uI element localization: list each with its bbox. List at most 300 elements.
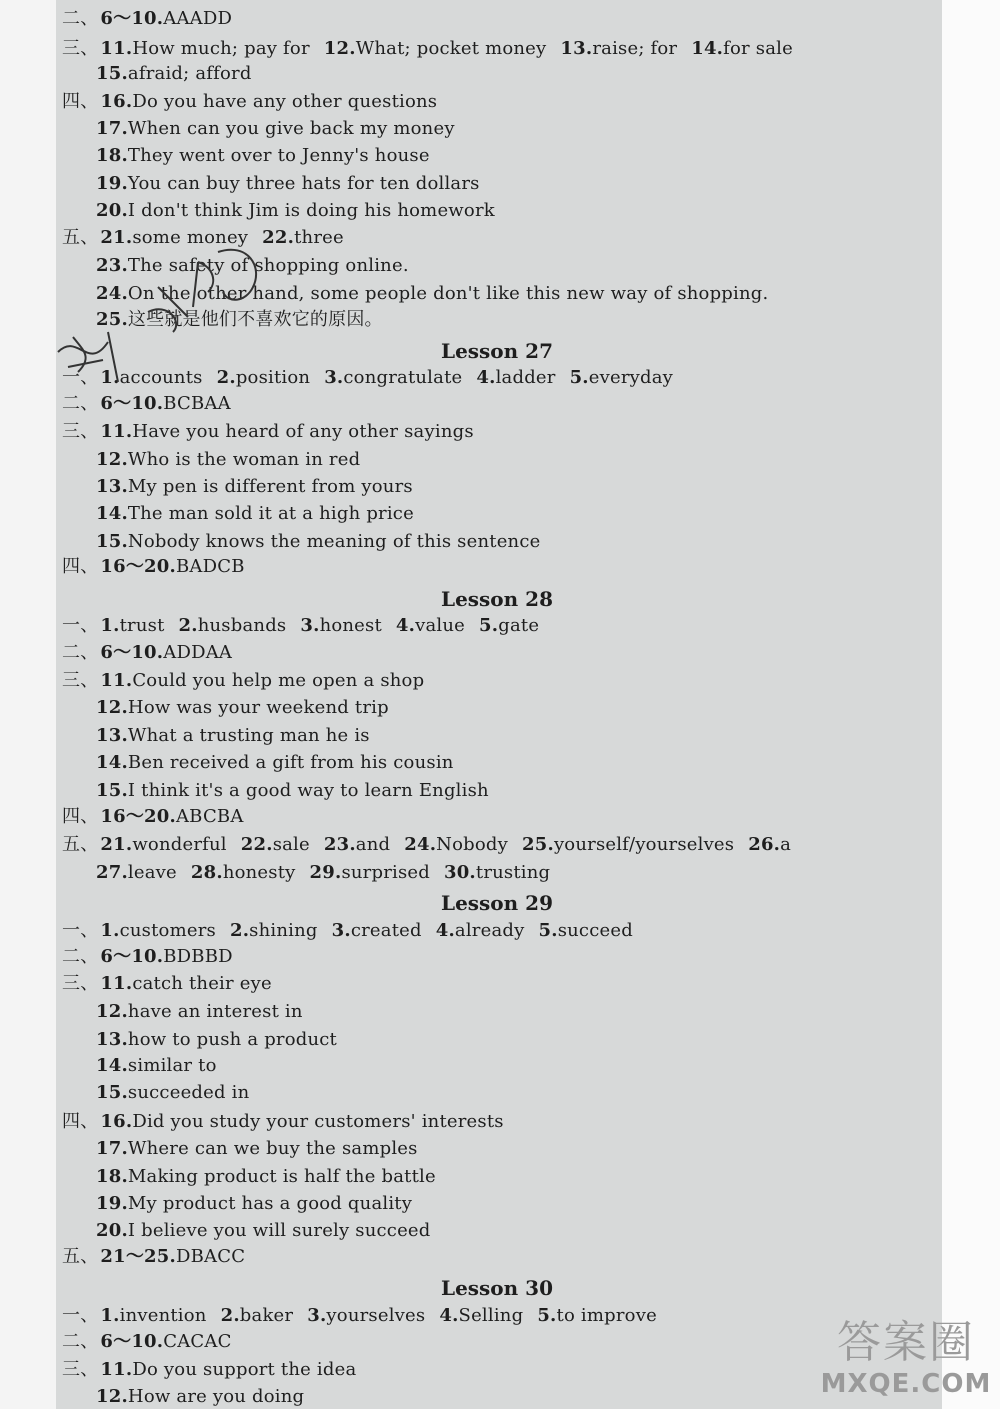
answer-item (100, 227, 248, 248)
answer-item (100, 1305, 206, 1326)
answer-text: Making product is half the battle (127, 1166, 436, 1187)
answer-item (100, 1359, 356, 1380)
answer-text: to improve (556, 1305, 657, 1326)
question-number: 21. (100, 227, 133, 248)
answer-text: catch their eye (132, 973, 272, 994)
question-number: 20. (96, 1220, 128, 1241)
question-number: 14. (96, 752, 128, 773)
watermark-glyphs: 答案圈 (837, 1317, 975, 1368)
question-number: 14. (691, 38, 724, 59)
answer-item (96, 1138, 418, 1159)
lesson-heading: Lesson 27 (441, 339, 553, 363)
question-number: 15. (96, 63, 128, 84)
answer-text: Where can we buy the samples (127, 1138, 418, 1159)
answer-line (96, 476, 427, 498)
answer-line (96, 1386, 318, 1408)
question-number: 6～10. (100, 8, 164, 29)
section-number: 三、 (62, 973, 99, 994)
question-number: 16～20. (100, 806, 176, 827)
answer-text: How much; pay for (132, 38, 310, 59)
answer-item (96, 1029, 337, 1050)
section-number: 二、 (62, 946, 99, 967)
answer-text: afraid; afford (127, 63, 252, 84)
answer-item (179, 615, 287, 636)
answer-text: BDBBD (163, 946, 233, 967)
question-number: 19. (96, 173, 128, 194)
question-number: 15. (96, 1082, 128, 1103)
question-number: 13. (96, 476, 128, 497)
answer-item (96, 283, 768, 304)
answer-item (522, 834, 734, 855)
answer-text: Could you help me open a shop (132, 670, 425, 691)
section-number: 一、 (62, 920, 99, 941)
answer-text: I believe you will surely succeed (127, 1220, 431, 1241)
answer-text: BCBAA (163, 393, 231, 414)
answer-item (96, 200, 495, 221)
section-number: 三、 (62, 421, 99, 442)
answer-item (96, 862, 177, 883)
answer-item (100, 8, 232, 29)
answer-text: similar to (127, 1055, 217, 1076)
answer-line (62, 1246, 259, 1268)
answer-line (96, 697, 403, 719)
answer-line (96, 63, 266, 85)
question-number: 6～10. (100, 1331, 164, 1352)
section-number: 五、 (62, 1246, 99, 1267)
answer-item (100, 920, 216, 941)
answer-line (62, 1111, 518, 1133)
answer-item (96, 173, 480, 194)
question-number: 21. (100, 834, 133, 855)
section-number: 一、 (62, 1305, 99, 1326)
answer-text: for sale (723, 38, 793, 59)
question-number: 23. (323, 834, 356, 855)
answer-item (396, 615, 465, 636)
answer-line (96, 118, 469, 140)
answer-text: baker (239, 1305, 294, 1326)
answer-text: ladder (495, 367, 556, 388)
answer-line (62, 642, 246, 664)
section-number: 二、 (62, 8, 99, 29)
answer-item (241, 834, 310, 855)
answer-item (100, 1111, 503, 1132)
section-number: 四、 (62, 556, 99, 577)
answer-line (96, 309, 397, 331)
answer-text: accounts (119, 367, 203, 388)
question-number: 15. (96, 531, 128, 552)
answer-text: DBACC (175, 1246, 246, 1267)
answer-item (100, 367, 202, 388)
question-number: 6～10. (100, 946, 164, 967)
answer-text: yourselves (326, 1305, 426, 1326)
answer-item (537, 1305, 657, 1326)
answer-item (404, 834, 508, 855)
answer-text: Nobody knows the meaning of this sentence (127, 531, 541, 552)
answer-item (300, 615, 382, 636)
answer-item (96, 309, 383, 330)
answer-item (96, 449, 360, 470)
answer-text: They went over to Jenny's house (127, 145, 430, 166)
answer-line (62, 91, 451, 113)
question-number: 23. (96, 255, 128, 276)
page-margin-right (942, 0, 1000, 1409)
answer-text: Have you heard of any other sayings (132, 421, 474, 442)
answer-text: invention (119, 1305, 207, 1326)
question-number: 21～25. (100, 1246, 176, 1267)
answer-line (96, 503, 428, 525)
answer-text: succeeded in (127, 1082, 250, 1103)
answer-text: value (415, 615, 466, 636)
answer-text: leave (127, 862, 177, 883)
answer-item (100, 834, 226, 855)
answer-line (96, 200, 509, 222)
question-number: 28. (190, 862, 223, 883)
answer-line (96, 1193, 426, 1215)
answer-line (62, 38, 807, 60)
question-number: 30. (443, 862, 476, 883)
answer-item (96, 1193, 412, 1214)
answer-text: I think it's a good way to learn English (127, 780, 489, 801)
question-number: 5. (569, 367, 589, 388)
answer-line (62, 421, 488, 443)
answer-item (479, 615, 539, 636)
answer-text: congratulate (343, 367, 463, 388)
answer-text: What a trusting man he is (127, 725, 370, 746)
answer-item (324, 834, 390, 855)
answer-item (96, 118, 455, 139)
answer-item (100, 615, 164, 636)
answer-item (96, 145, 430, 166)
answer-line (62, 227, 358, 249)
question-number: 11. (100, 38, 133, 59)
answer-line (96, 449, 374, 471)
answer-line (62, 615, 553, 637)
answer-line (96, 1001, 317, 1023)
answer-line (96, 780, 503, 802)
answer-item (100, 670, 424, 691)
question-number: 22. (262, 227, 295, 248)
question-number: 12. (96, 449, 128, 470)
answer-line (96, 1082, 263, 1104)
question-number: 11. (100, 421, 133, 442)
answer-item (96, 255, 409, 276)
question-number: 3. (324, 367, 344, 388)
answer-item (96, 1386, 304, 1407)
answer-text: ADDAA (163, 642, 233, 663)
answer-text: honest (319, 615, 382, 636)
answer-line (62, 393, 245, 415)
question-number: 5. (479, 615, 499, 636)
question-number: 12. (323, 38, 356, 59)
answer-item (96, 63, 252, 84)
question-number: 3. (300, 615, 320, 636)
answer-item (262, 227, 344, 248)
question-number: 4. (476, 367, 496, 388)
answer-line (96, 145, 444, 167)
answer-text: When can you give back my money (127, 118, 455, 139)
answer-text: have an interest in (127, 1001, 303, 1022)
answer-item (96, 476, 413, 497)
answer-text: surprised (341, 862, 430, 883)
answer-item (310, 862, 430, 883)
answer-item (100, 1246, 245, 1267)
answer-text: shining (249, 920, 318, 941)
question-number: 13. (96, 725, 128, 746)
answer-text: already (454, 920, 525, 941)
question-number: 1. (100, 367, 120, 388)
answer-text: How was your weekend trip (127, 697, 389, 718)
answer-text: yourself/yourselves (553, 834, 735, 855)
answer-text: The man sold it at a high price (127, 503, 414, 524)
answer-item (100, 946, 232, 967)
answer-item (96, 1220, 431, 1241)
lesson-heading: Lesson 30 (441, 1276, 553, 1300)
answer-text: trust (119, 615, 165, 636)
answer-line (62, 1359, 370, 1381)
section-number: 三、 (62, 38, 99, 59)
question-number: 2. (220, 1305, 240, 1326)
section-number: 三、 (62, 670, 99, 691)
answer-key-content (62, 0, 932, 1409)
question-number: 16. (100, 1111, 133, 1132)
answer-item (444, 862, 550, 883)
question-number: 26. (748, 834, 781, 855)
watermark-site: MXQE.COM (820, 1369, 992, 1399)
question-number: 29. (309, 862, 342, 883)
answer-text: CACAC (163, 1331, 232, 1352)
answer-item (100, 642, 232, 663)
answer-item (307, 1305, 425, 1326)
question-number: 4. (439, 1305, 459, 1326)
answer-item (221, 1305, 294, 1326)
answer-item (332, 920, 422, 941)
answer-item (96, 1166, 436, 1187)
answer-item (439, 1305, 523, 1326)
answer-line (96, 1138, 432, 1160)
question-number: 24. (96, 283, 128, 304)
answer-line (62, 920, 647, 942)
answer-item (560, 38, 677, 59)
answer-line (96, 283, 782, 305)
answer-line (62, 1305, 671, 1327)
answer-item (100, 91, 437, 112)
question-number: 13. (96, 1029, 128, 1050)
question-number: 1. (100, 1305, 120, 1326)
answer-text: Nobody (436, 834, 509, 855)
answer-item (570, 367, 673, 388)
answer-item (191, 862, 296, 883)
answer-text: How are you doing (127, 1386, 305, 1407)
question-number: 15. (96, 780, 128, 801)
answer-text: raise; for (592, 38, 678, 59)
answer-line (62, 8, 246, 30)
answer-item (100, 806, 243, 827)
question-number: 11. (100, 1359, 133, 1380)
question-number: 11. (100, 670, 133, 691)
answer-text: BADCB (175, 556, 245, 577)
watermark-stamp (820, 1316, 992, 1406)
question-number: 18. (96, 1166, 128, 1187)
question-number: 6～10. (100, 642, 164, 663)
answer-text: You can buy three hats for ten dollars (127, 173, 480, 194)
answer-text: Ben received a gift from his cousin (127, 752, 454, 773)
section-number: 二、 (62, 642, 99, 663)
answer-text: 这些就是他们不喜欢它的原因。 (127, 309, 383, 330)
answer-text: My product has a good quality (127, 1193, 413, 1214)
question-number: 20. (96, 200, 128, 221)
answer-item (96, 1082, 249, 1103)
answer-line (96, 752, 468, 774)
answer-text: I don't think Jim is doing his homework (127, 200, 495, 221)
question-number: 6～10. (100, 393, 164, 414)
question-number: 25. (96, 309, 128, 330)
question-number: 1. (100, 920, 120, 941)
answer-text: Do you support the idea (132, 1359, 357, 1380)
answer-item (96, 1001, 303, 1022)
answer-item (691, 38, 793, 59)
answer-line (62, 556, 259, 578)
section-number: 四、 (62, 806, 99, 827)
answer-text: gate (498, 615, 540, 636)
answer-text: sale (272, 834, 310, 855)
question-number: 11. (100, 973, 133, 994)
answer-item (217, 367, 311, 388)
answer-line (62, 670, 438, 692)
section-number: 四、 (62, 91, 99, 112)
answer-line (62, 834, 805, 856)
answer-line (62, 973, 286, 995)
answer-text: Did you study your customers' interests (132, 1111, 504, 1132)
question-number: 5. (537, 1305, 557, 1326)
page-margin-left (0, 0, 56, 1409)
answer-text: some money (132, 227, 249, 248)
question-number: 13. (560, 38, 593, 59)
question-number: 16～20. (100, 556, 176, 577)
answer-line (96, 1166, 450, 1188)
answer-item (324, 38, 547, 59)
answer-text: created (350, 920, 422, 941)
question-number: 2. (178, 615, 198, 636)
question-number: 19. (96, 1193, 128, 1214)
answer-text: The safety of shopping online. (127, 255, 409, 276)
question-number: 3. (307, 1305, 327, 1326)
answer-item (436, 920, 525, 941)
answer-line (62, 367, 687, 389)
answer-text: honesty (222, 862, 296, 883)
answer-item (100, 556, 244, 577)
section-number: 四、 (62, 1111, 99, 1132)
answer-text: three (294, 227, 344, 248)
answer-item (476, 367, 555, 388)
section-number: 一、 (62, 615, 99, 636)
answer-text: On the other hand, some people don't like this new way of shopping. (127, 283, 769, 304)
answer-item (748, 834, 791, 855)
question-number: 24. (404, 834, 437, 855)
answer-line (96, 173, 494, 195)
question-number: 17. (96, 118, 128, 139)
question-number: 12. (96, 697, 128, 718)
answer-text: Selling (458, 1305, 524, 1326)
answer-text: wonderful (132, 834, 227, 855)
answer-text: everyday (588, 367, 674, 388)
question-number: 27. (96, 862, 128, 883)
question-number: 16. (100, 91, 133, 112)
answer-item (230, 920, 318, 941)
answer-text: Who is the woman in red (127, 449, 361, 470)
answer-item (100, 38, 309, 59)
question-number: 22. (240, 834, 273, 855)
answer-text: AAADD (163, 8, 233, 29)
question-number: 2. (216, 367, 236, 388)
answer-item (96, 1055, 217, 1076)
answer-line (96, 1029, 351, 1051)
answer-item (96, 503, 414, 524)
question-number: 14. (96, 503, 128, 524)
answer-text: position (235, 367, 311, 388)
question-number: 3. (331, 920, 351, 941)
question-number: 25. (522, 834, 554, 855)
answer-line (96, 531, 554, 553)
answer-line (96, 862, 564, 884)
answer-item (100, 973, 271, 994)
answer-line (96, 725, 384, 747)
answer-item (100, 1331, 231, 1352)
answer-item (96, 697, 389, 718)
question-number: 12. (96, 1386, 128, 1407)
section-number: 一、 (62, 367, 99, 388)
question-number: 18. (96, 145, 128, 166)
answer-item (100, 393, 230, 414)
answer-text: ABCBA (175, 806, 244, 827)
answer-text: how to push a product (127, 1029, 337, 1050)
answer-text: husbands (197, 615, 287, 636)
answer-item (96, 725, 370, 746)
answer-line (62, 946, 247, 968)
question-number: 12. (96, 1001, 128, 1022)
question-number: 2. (229, 920, 250, 941)
answer-text: What; pocket money (355, 38, 547, 59)
answer-text: and (355, 834, 391, 855)
question-number: 1. (100, 615, 120, 636)
answer-text: succeed (557, 920, 633, 941)
answer-text: My pen is different from yours (127, 476, 413, 497)
lesson-heading: Lesson 28 (441, 587, 553, 611)
section-number: 五、 (62, 227, 99, 248)
answer-text: a (780, 834, 792, 855)
answer-item (96, 780, 489, 801)
answer-item (96, 752, 454, 773)
answer-item (324, 367, 462, 388)
lesson-heading: Lesson 29 (441, 891, 553, 915)
answer-item (539, 920, 633, 941)
section-number: 二、 (62, 1331, 99, 1352)
question-number: 4. (435, 920, 455, 941)
answer-text: Do you have any other questions (132, 91, 438, 112)
question-number: 4. (395, 615, 416, 636)
section-number: 五、 (62, 834, 99, 855)
answer-item (96, 531, 540, 552)
section-number: 二、 (62, 393, 99, 414)
question-number: 5. (538, 920, 558, 941)
answer-line (62, 1331, 246, 1353)
section-number: 三、 (62, 1359, 99, 1380)
answer-item (100, 421, 473, 442)
answer-line (96, 1055, 231, 1077)
answer-line (96, 1220, 445, 1242)
answer-line (96, 255, 423, 277)
answer-text: customers (119, 920, 216, 941)
question-number: 14. (96, 1055, 128, 1076)
